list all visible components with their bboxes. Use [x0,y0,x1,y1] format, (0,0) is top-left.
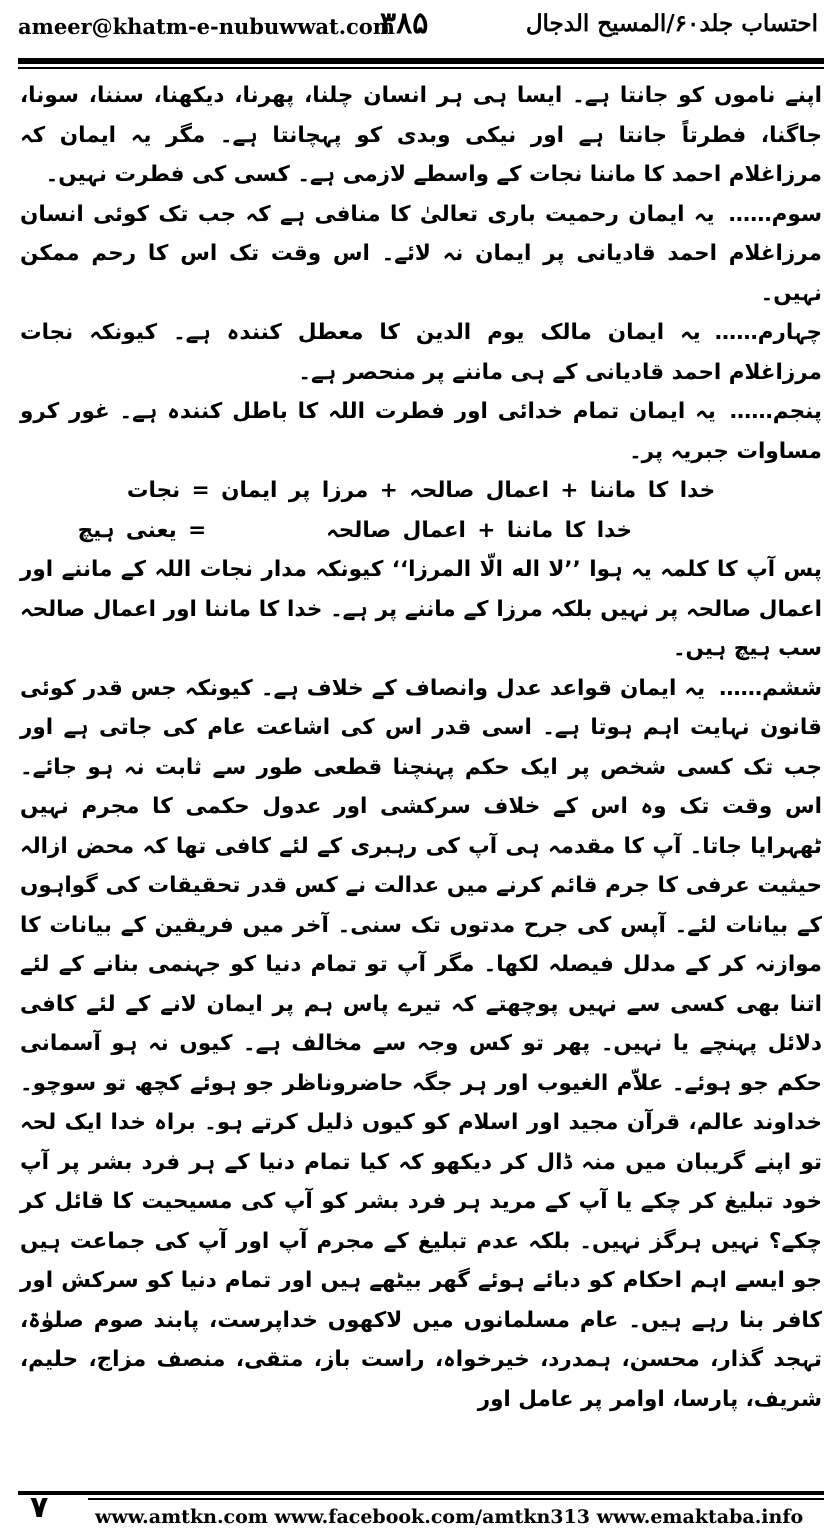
shashum-label: ششم…… [719,675,822,701]
header-rule-thin [18,67,824,69]
chaharum-text: یہ ایمان مالک یوم الدین کا معطل کنندہ ہے۔ کیونکہ نجات مرزاغلام احمد قادیانی کے ہی ماننے پر منحصر ہے۔ [20,320,822,385]
footer-rule-thick [18,1491,824,1495]
panjum-label: پنجم…… [729,399,822,424]
page-header [0,0,840,60]
equation-2 [20,511,822,551]
footer-page-box [18,1495,80,1540]
paragraph-chaharum [20,313,822,392]
shashum-text: یہ ایمان قواعد عدل وانصاف کے خلاف ہے۔ کیونکہ جس قدر کوئی قانون نہایت اہم ہوتا ہے۔ اسی قدر اس کی اشاعت عام کی جاتی ہے اور جب تک کسی شخص پر ایک حکم پہنچنا قطعی طور سے ثابت نہ ہو جائے۔ اس وقت تک وہ اس کے خلاف سرکشی اور عدول حکمی کا مجرم نہیں ٹھہرایا جاتا۔ آپ کا مقدمہ ہی آپ کی رہبری کے لئے کافی تھا کہ محض ازالہ حیثیت عرفی کا جرم قائم کرنے میں عدالت نے کس قدر تحقیقات کی گواہوں کے بیانات لئے۔ آپس کی جرح مدتوں تک سنی۔ آخر میں فریقین کے بیانات کا موازنہ کر کے مدلل فیصلہ لکھا۔ مگر آپ تو تمام دنیا کو جہنمی بنانے کے لئے اتنا بھی کسی سے نہیں پوچھتے کہ تیرے پاس ہم پر ایمان لانے کے لئے کافی دلائل پہنچے یا نہیں۔ پھر تو کس وجہ سے مخالف ہے۔ کیوں نہ ہو آسمانی حکم جو ہوئے۔ علاّم الغیوب اور ہر جگہ حاضروناظر جو ہوئے کچھ تو سوچو۔ خداوند عالم، قرآن مجید اور اسلام کو کیوں ذلیل کرتے ہو۔ براہ خدا ایک لحہ تو اپنے گریبان میں منہ ڈال کر دیکھو کہ کیا تمام دنیا کے ہر فرد بشر پر آپ خود تبلیغ کر چکے یا آپ کے مرید ہر فرد بشر کو آپ کی مسیحیت کا قائل کر چکے؟ نہیں ہرگز نہیں۔ بلکہ عدم تبلیغ کے مجرم آپ اور آپ کی جماعت ہیں جو ایسے اہم احکام کو دبائے ہوئے گھر بیٹھے ہیں اور تمام دنیا کو سرکش اور کافر بنا رہے ہیں۔ عام مسلمانوں میں لاکھوں خداپرست، پابند صوم صلوٰۃ، تہجد گذار، محسن، ہمدرد، خیرخواہ، راست باز، متقی، منصف مزاج، حلیم، شریف، پارسا، اوامر پر عامل اور [20,675,822,1412]
kalima-rest: ‘‘ کیونکہ مدار نجات اللہ کے ماننے اور اعمال صالحہ پر نہیں بلکہ مرزا کے ماننے پر ہے۔ خدا کا ماننا اور اعمال صالحہ سب ہیچ ہیں۔ [20,557,822,661]
chaharum-label: چہارم…… [714,320,822,345]
kalima-text: لا اله الّا المرزا [408,557,565,582]
paragraph-1-text: اپنے ناموں کو جانتا ہے۔ ایسا ہی ہر انسان چلنا، پھرنا، دیکھنا، سننا، سونا، جاگنا، فطرتاً جانتا ہے اور نیکی وبدی کو پہچانتا ہے۔ مگر یہ ایمان کہ مرزاغلام احمد کا ماننا نجات کے واسطے لازمی ہے۔ کسی کی فطرت نہیں۔ [20,83,822,187]
header-email[interactable]: ameer@khatm-e-nubuwwat.com [18,14,396,39]
footer-rule-thin [88,1498,824,1500]
panjum-text: یہ ایمان تمام خدائی اور فطرت اللہ کا باطل کنندہ ہے۔ غور کرو مساوات جبریہ پر۔ [20,399,822,464]
equation-2-left: خدا کا ماننا + اعمال صالحہ [326,517,632,543]
paragraph-shashum [20,669,822,1420]
paragraph-kalima [20,550,822,669]
paragraph-panjum [20,392,822,471]
header-rule-thick [18,58,824,64]
paragraph-som [20,195,822,314]
som-label: سوم…… [728,201,822,227]
paragraph-1 [20,76,822,195]
header-book-title: احتساب جلد۶۰/المسیح الدجال [525,10,818,37]
page-body [20,76,822,1419]
som-text: یہ ایمان رحمیت باری تعالیٰ کا منافی ہے کہ جب تک کوئی انسان مرزاغلام احمد قادیانی پر ایمان نہ لائے۔ اس وقت تک اس کا رحم ممکن نہیں۔ [20,201,822,306]
equation-2-right: = یعنی ہیچ [77,517,207,543]
header-page-number: ۳۸۵ [380,6,429,41]
equation-1 [20,471,822,511]
equation-1-text: خدا کا ماننا + اعمال صالحہ + مرزا پر ایمان = نجات [126,478,716,503]
footer-page-number: ۷ [30,1490,49,1525]
kalima-intro: پس آپ کا کلمہ یہ ہوا ’’ [564,557,823,582]
footer-links[interactable]: www.amtkn.com www.facebook.com/amtkn313 www.emaktaba.info [95,1506,804,1528]
